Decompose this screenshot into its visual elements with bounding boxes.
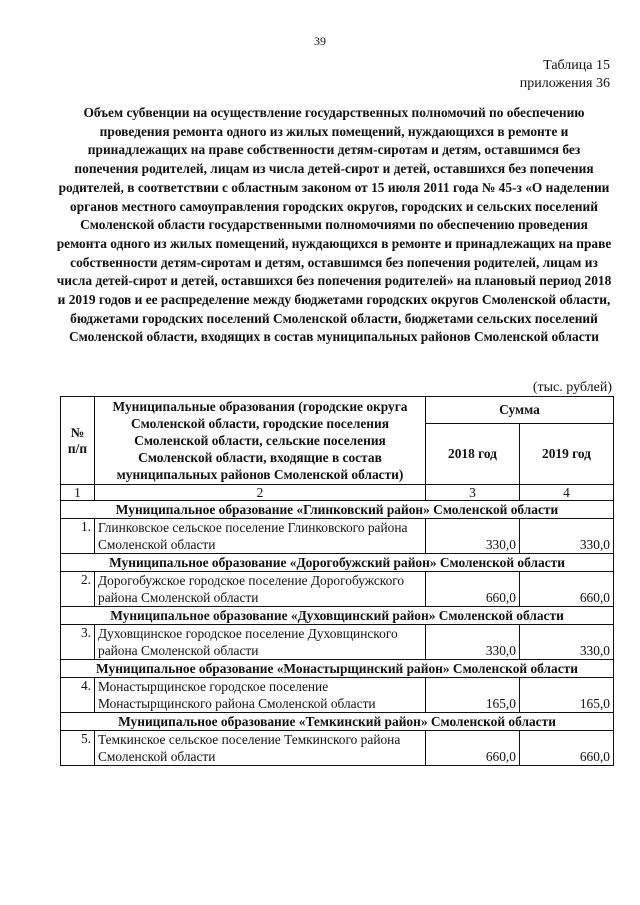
row-name: Монастырщинское городское поселение Монастырщинского района Смоленской области [95,678,426,713]
row-number: 2. [61,572,95,607]
row-value-2019: 660,0 [519,572,613,607]
row-number: 4. [61,678,95,713]
header-year-2019: 2019 год [519,424,613,485]
group-row [61,554,614,572]
table-reference [520,57,610,93]
row-value-2018: 660,0 [425,572,519,607]
group-row [61,660,614,678]
group-row [61,607,614,625]
row-value-2018: 660,0 [425,731,519,766]
table-row [61,625,614,660]
table-row [61,678,614,713]
subsidy-table [60,396,614,766]
row-number: 1. [61,519,95,554]
group-title: Муниципальное образование «Монастырщинский район» Смоленской области [61,660,614,678]
column-number-row [61,485,614,501]
table-row [61,519,614,554]
table-reference-line2: приложения 36 [519,76,610,91]
row-name: Темкинское сельское поселение Темкинского района Смоленской области [95,731,426,766]
units-label: (тыс. рублей) [532,380,612,395]
table-row [61,731,614,766]
group-row [61,501,614,519]
group-title: Муниципальное образование «Темкинский район» Смоленской области [61,713,614,731]
row-name: Духовщинское городское поселение Духовщинского района Смоленской области [95,625,426,660]
column-number: 1 [61,485,95,501]
table-reference-line1: Таблица 15 [543,58,610,73]
row-value-2018: 330,0 [425,519,519,554]
header-year-2018: 2018 год [425,424,519,485]
column-number: 2 [95,485,426,501]
group-title: Муниципальное образование «Духовщинский район» Смоленской области [61,607,614,625]
row-value-2019: 660,0 [519,731,613,766]
row-number: 5. [61,731,95,766]
column-number: 4 [519,485,613,501]
row-value-2018: 165,0 [425,678,519,713]
document-title: Объем субвенции на осуществление государственных полномочий по обеспечению проведения ремонта одного из жилых помещений, нуждающихся в ремонте и принадлежащих на праве собственности детям-сиротам и детям, оставшимся без попечения родителей, лицам из числа детей-сирот и детей, оставшихся без попечения родителей, в соответствии с областным законом от 15 июля 2011 года № 45-з «О наделении органов местного самоуправления городских округов, городских и сельских поселений Смоленской области государственными полномочиями по обеспечению проведения ремонта одного из жилых помещений, нуждающихся в ремонте и принадлежащих на праве собственности детям-сиротам и детям, оставшимся без попечения родителей, лицам из числа детей-сирот и детей, оставшихся без попечения родителей» на плановый период 2018 и 2019 годов и ее распределение между бюджетами городских округов Смоленской области, бюджетами городских поселений Смоленской области, бюджетами сельских поселений Смоленской области, входящих в состав муниципальных районов Смоленской области [56,105,612,345]
header-name: Муниципальные образования (городские округа Смоленской области, городские поселения Смоленской области, сельские поселения Смоленской области, входящие в состав муниципальных районов Смоленской области) [95,397,426,485]
row-value-2019: 330,0 [519,519,613,554]
header-num: № п/п [61,397,95,485]
page-number: 39 [314,34,326,48]
row-value-2018: 330,0 [425,625,519,660]
table-row [61,572,614,607]
row-value-2019: 165,0 [519,678,613,713]
row-name: Дорогобужское городское поселение Дорогобужского района Смоленской области [95,572,426,607]
group-title: Муниципальное образование «Дорогобужский район» Смоленской области [61,554,614,572]
row-number: 3. [61,625,95,660]
group-row [61,713,614,731]
header-sum: Сумма [425,397,613,424]
group-title: Муниципальное образование «Глинковский район» Смоленской области [61,501,614,519]
column-number: 3 [425,485,519,501]
row-value-2019: 330,0 [519,625,613,660]
row-name: Глинковское сельское поселение Глинковского района Смоленской области [95,519,426,554]
header-row [61,397,614,424]
